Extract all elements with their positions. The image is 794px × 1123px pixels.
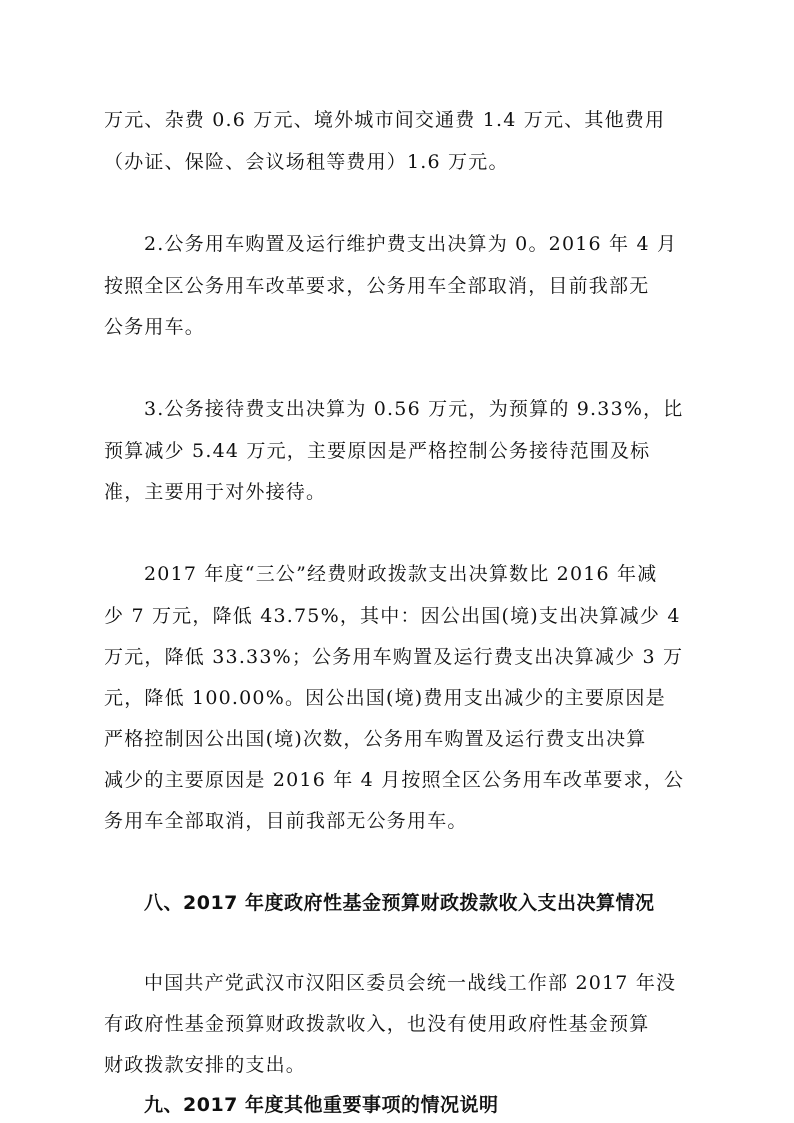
paragraph-line: 有政府性基金预算财政拨款收入，也没有使用政府性基金预算 [104, 1013, 650, 1035]
section-heading: 八、2017 年度政府性基金预算财政拨款收入支出决算情况 [144, 892, 655, 914]
paragraph-line: （办证、保险、会议场租等费用）1.6 万元。 [104, 151, 509, 173]
paragraph-line: 减少的主要原因是 2016 年 4 月按照全区公务用车改革要求，公 [104, 769, 685, 791]
paragraph-line: 严格控制因公出国(境)次数，公务用车购置及运行费支出决算 [104, 728, 647, 750]
paragraph-line: 万元，降低 33.33%；公务用车购置及运行费支出决算减少 3 万 [104, 646, 684, 668]
paragraph-line: 少 7 万元，降低 43.75%，其中：因公出国(境)支出决算减少 4 [104, 605, 681, 627]
paragraph-line: 准，主要用于对外接待。 [104, 481, 327, 503]
paragraph-line: 万元、杂费 0.6 万元、境外城市间交通费 1.4 万元、其他费用 [104, 109, 666, 131]
paragraph-line: 2.公务用车购置及运行维护费支出决算为 0。2016 年 4 月 [144, 233, 678, 255]
section-heading: 九、2017 年度其他重要事项的情况说明 [144, 1094, 499, 1116]
paragraph-line: 3.公务接待费支出决算为 0.56 万元，为预算的 9.33%，比 [144, 398, 684, 420]
paragraph-line: 中国共产党武汉市汉阳区委员会统一战线工作部 2017 年没 [144, 972, 677, 994]
paragraph-line: 预算减少 5.44 万元，主要原因是严格控制公务接待范围及标 [104, 440, 651, 462]
paragraph-line: 按照全区公务用车改革要求，公务用车全部取消，目前我部无 [104, 275, 650, 297]
paragraph-line: 2017 年度“三公”经费财政拨款支出决算数比 2016 年减 [144, 563, 658, 585]
paragraph-line: 务用车全部取消，目前我部无公务用车。 [104, 810, 468, 832]
paragraph-line: 财政拨款安排的支出。 [104, 1054, 307, 1076]
paragraph-line: 公务用车。 [104, 316, 206, 338]
paragraph-line: 元，降低 100.00%。因公出国(境)费用支出减少的主要原因是 [104, 687, 666, 709]
